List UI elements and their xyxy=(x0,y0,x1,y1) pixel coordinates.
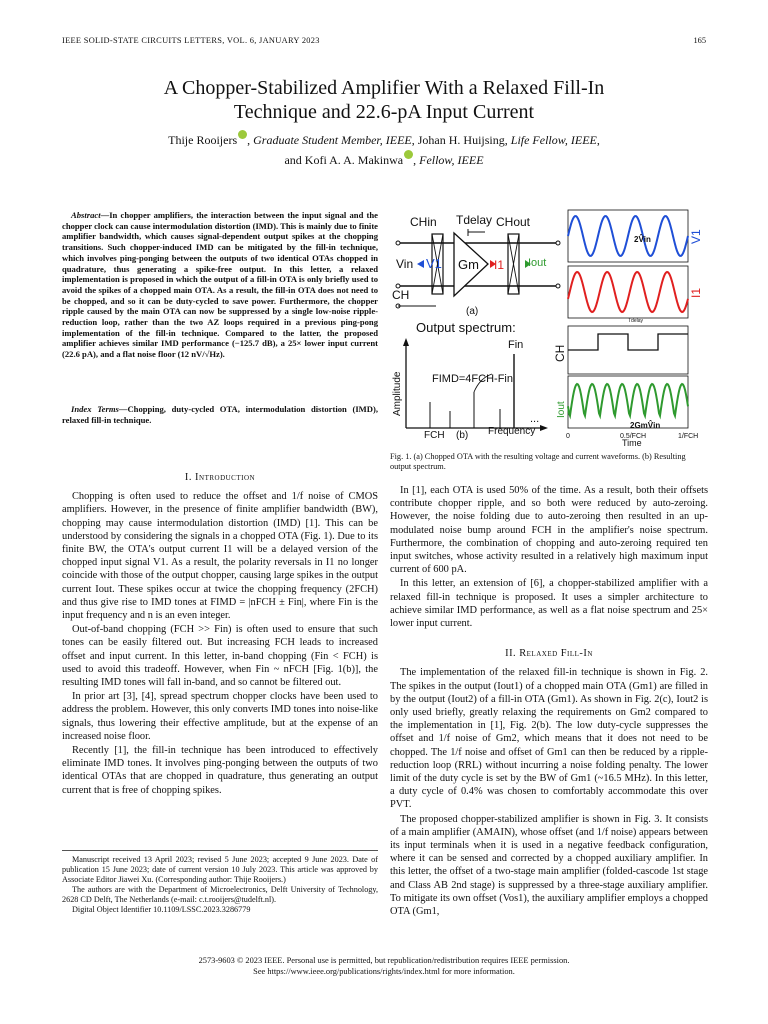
label-2gmvin: 2GmV̂in xyxy=(630,421,661,430)
label-gm: Gm xyxy=(458,257,479,272)
author-1[interactable]: Thije Rooijers xyxy=(168,133,238,147)
author-3[interactable]: Kofi A. A. Makinwa xyxy=(304,153,404,167)
title-line-2: Technique and 22.6-pA Input Current xyxy=(233,101,535,123)
orcid-icon[interactable] xyxy=(238,130,247,139)
abstract xyxy=(62,210,378,360)
label-vin: Vin xyxy=(396,257,414,271)
label-tdelay-small: Tdelay xyxy=(628,318,644,324)
label-fimd: FIMD=4FCH-Fin xyxy=(432,373,513,385)
chopped-ota-schematic xyxy=(392,213,560,317)
abstract-text: In chopper amplifiers, the interaction between the input signal and the chopper clock can cause intermodulation distortion (IMD). This is mainly due to finite amplifier bandwidth, which causes signal-dependent output spikes at the chopping transitions. Such chopper-induced IMD can be mitigated by the fill-in technique, which involves ping-ponging between the outputs of two identical OTAs chopped in quadrature, thus generating a spike-free output. In this letter, a relaxed implementation is proposed in which the output of a fill-in OTA is only briefly used to avoid the spikes of a chopped main OTA. As a result, the fill-in OTA does not need to be chopped, and so it can be duty-cycled to save power. Furthermore, the chopper ripple caused by the main OTA can now be suppressed by a single low-noise ripple-reduction loop, rather than the two AZ loops required in a previous ping-pong implementation of the fill-in technique. Compared to the latter, the proposed amplifier achieves similar IMD performance (−125.7 dB), a 25× lower input current (22.6 pA), and a flat noise floor (12 nV/√Hz). xyxy=(62,210,378,360)
label-ch: CH xyxy=(392,288,410,302)
index-terms xyxy=(62,404,378,425)
axis-frequency: Frequency xyxy=(488,426,536,437)
abstract-label: Abstract— xyxy=(71,210,110,220)
copyright-line-1: 2573-9603 © 2023 IEEE. Personal use is permitted, but republication/redistribution requires IEEE permission. xyxy=(198,956,570,965)
author-2-role: Life Fellow, IEEE xyxy=(510,133,597,147)
author-2[interactable]: Johan H. Huijsing xyxy=(417,133,505,147)
index-terms-label: Index Terms— xyxy=(71,404,128,414)
right-column-body xyxy=(390,484,708,919)
axis-zero: 0 xyxy=(566,433,570,440)
author-list: Thije Rooijers , Graduate Student Member, IEEE, Johan H. Huijsing, Life Fellow, IEEE, and Kofi A. A. Makinwa , Fellow, IEEE xyxy=(0,130,768,170)
label-wave-i1: I1 xyxy=(689,287,703,298)
label-fin: Fin xyxy=(508,339,524,351)
paragraph: Recently [1], the fill-in technique has been introduced to effectively eliminate IMD tones. It involves ping-ponging between the outputs of two identical OTAs that are chopped in quadrature, thus generating an output current that is free of chopping spikes. xyxy=(62,745,378,796)
output-spectrum-plot xyxy=(392,320,548,441)
index-terms-text: Chopping, duty-cycled OTA, intermodulation distortion (IMD), relaxed fill-in technique. xyxy=(62,404,379,425)
label-wave-iout: Iout xyxy=(556,401,567,418)
waveform-i1 xyxy=(568,272,688,312)
paper-title xyxy=(0,76,768,124)
label-fch: FCH xyxy=(424,430,445,441)
author-3-role: Fellow, IEEE xyxy=(419,153,484,167)
figure-1 xyxy=(388,206,710,446)
copyright-notice xyxy=(0,956,768,977)
paragraph: In this letter, an extension of [6], a chopper-stabilized amplifier with a relaxed fill-in technique is proposed. It uses a simpler architecture to achieve similar IMD performance, as well as a flat noise spectrum and 25× lower input current. xyxy=(390,578,708,630)
waveform-ch xyxy=(568,334,688,350)
label-chout: CHout xyxy=(496,215,531,229)
axis-full-period: 1/FCH xyxy=(678,433,699,440)
label-i1: I1 xyxy=(494,258,505,272)
footnote-rule xyxy=(62,850,378,851)
author-1-role: Graduate Student Member, IEEE xyxy=(253,133,412,147)
left-column-body xyxy=(62,471,378,798)
footnotes xyxy=(62,855,378,916)
figure-caption: Fig. 1. (a) Chopped OTA with the resulting voltage and current waveforms. (b) Resulting output spectrum. xyxy=(390,452,686,472)
spectrum-title: Output spectrum: xyxy=(416,320,516,335)
label-wave-v1: V1 xyxy=(689,229,703,244)
paragraph: Out-of-band chopping (FCH >> Fin) is often used to ensure that such tones can be easily filtered out. But increasing FCH leads to increased offset and input current. In this letter, in-band chopping (Fin < FCH) is used to avoid this tradeoff. However, when Fin ~ nFCH [Fig. 1(b)], the resulting IMD tones will fall in-band, and so cannot be filtered out. xyxy=(62,624,378,689)
label-dots: ... xyxy=(530,413,540,425)
axis-half-period: 0.5/FCH xyxy=(620,433,647,440)
manuscript-note: Manuscript received 13 April 2023; revised 5 June 2023; accepted 9 June 2023. Date of publication 15 June 2023; date of current version 10 July 2023. This article was approved by Associate Editor Jiawei Xu. (Corresponding author: Thije Rooijers.) xyxy=(62,855,378,885)
label-a: (a) xyxy=(466,306,479,317)
axis-time: Time xyxy=(622,438,642,446)
label-tdelay: Tdelay xyxy=(456,213,493,227)
doi-note[interactable]: Digital Object Identifier 10.1109/LSSC.2023.3286779 xyxy=(72,905,251,915)
label-iout: Iout xyxy=(528,257,547,269)
orcid-icon[interactable] xyxy=(404,150,413,159)
copyright-line-2[interactable]: See https://www.ieee.org/publications/rights/index.html for more information. xyxy=(253,966,515,976)
waveform-v1 xyxy=(568,216,688,256)
paragraph: The implementation of the relaxed fill-in technique is shown in Fig. 2. The spikes in the output (Iout1) of a chopped main OTA (Gm1) are filled in by the output (Iout2) of a fill-in OTA (Gm1). As shown in Fig. 2(c), Iout2 is only used briefly, greatly relaxing the requirements on Gm2 compared to the implementation in [1], Fig. 2(b). The low duty-cycle suppresses the offset and 1/f noise of Gm2, which means that it does not need to be chopped. The 1/f noise and offset of Gm1 can then be reduced by a ripple-reduction loop (RRL) without incurring a noise folding penalty. The lower limit of the duty cycle is set by the BW of Gm1 (~16.5 MHz). In this letter, a duty cycle of 0.4% was chosen to comfortably accommodate this over PVT. xyxy=(390,667,708,811)
paragraph: The proposed chopper-stabilized amplifier is shown in Fig. 3. It consists of a main amplifier (AMAIN), whose offset (and 1/f noise) appears between its input terminals when it is used in a negative feedback configuration, where it can be sensed and corrected by a chopped auxiliary amplifier. In this letter, the offset of a two-stage main amplifier (folded-cascode 1st stage and Class AB 2nd stage) is suppressed by a three-stage auxiliary amplifier. To mitigate its own offset (Vos1), the auxiliary amplifier employs a chopped OTA (Gm1, xyxy=(390,813,708,918)
label-v1: V1 xyxy=(426,256,442,271)
running-header: IEEE SOLID-STATE CIRCUITS LETTERS, VOL. 6, JANUARY 2023 xyxy=(62,36,320,45)
paragraph: In [1], each OTA is used 50% of the time. As a result, both their offsets contribute chopper ripple, and so both were reduced by auto-zeroing. However, the noise folding due to auto-zeroing then resulted in an up-modulated noise bump around FCH in the amplifier's noise spectrum. Furthermore, the combination of chopping and auto-zeroing required ten input switches, whose activity resulted in a relatively high maximum input current of 600 pA. xyxy=(390,485,708,576)
label-2vin: 2V̂in xyxy=(634,235,651,244)
section-heading-introduction: I. Introduction xyxy=(184,472,256,483)
label-chin: CHin xyxy=(410,215,437,229)
label-b: (b) xyxy=(456,430,469,441)
paragraph: In prior art [3], [4], spread spectrum chopper clocks have been used to address the problem. However, this only converts IMD tones into noise-like signals, thus lowering their effective amplitude, but at the expense of an increased noise floor. xyxy=(62,691,378,742)
axis-amplitude: Amplitude xyxy=(392,371,403,416)
title-line-1: A Chopper-Stabilized Amplifier With a Relaxed Fill-In xyxy=(163,77,605,99)
paragraph: Chopping is often used to reduce the offset and 1/f noise of CMOS amplifiers. However, in the presence of finite amplifier bandwidth (BW), chopping may cause intermodulation distortion (IMD) [1]. This can be understood by considering the signals in a chopped OTA (Fig. 1). Due to its finite BW, the OTA's output current I1 will be a delayed version of the chopped input signal V1. As a result, the polarity reversals in I1 no longer coincide with those of the output chopper, causing large spikes in the output current Iout. These spikes occur at twice the chopping frequency (2FCH) and thus give rise to IMD tones at FIMD = |nFCH ± Fin|, where Fin is the input frequency and n is an even integer. xyxy=(62,491,378,622)
waveform-panel xyxy=(553,210,703,446)
section-heading-relaxed-fill-in: II. Relaxed Fill-In xyxy=(505,648,593,660)
waveform-iout xyxy=(568,384,688,416)
label-wave-ch: CH xyxy=(553,344,567,362)
page-number: 165 xyxy=(693,36,706,45)
affiliation-note: The authors are with the Department of Microelectronics, Delft University of Technology, 2628 CD Delft, The Netherlands (e-mail: c.t.rooijers@tudelft.nl). xyxy=(62,885,378,905)
